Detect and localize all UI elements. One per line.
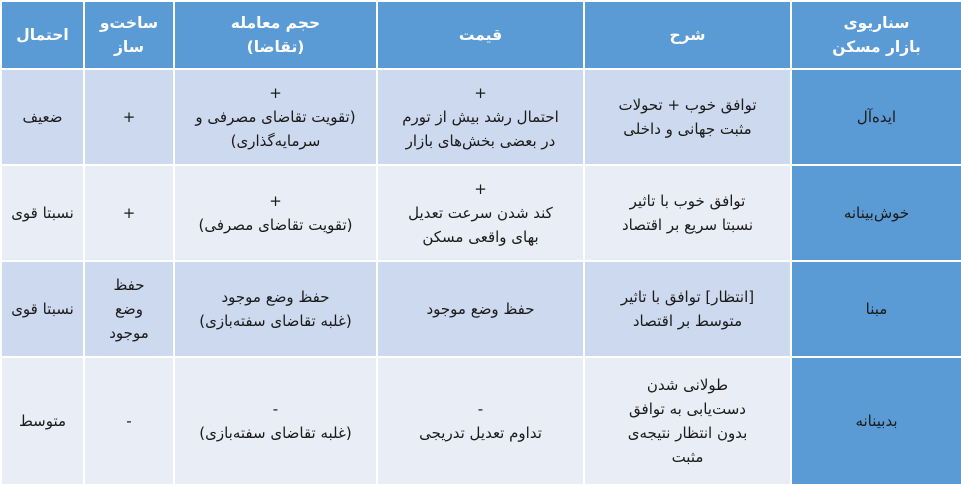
description-cell: [انتظار] توافق با تاثیر متوسط بر اقتصاد — [584, 261, 791, 357]
header-price: قیمت — [377, 1, 584, 69]
header-row — [1, 1, 961, 69]
construction-cell: + — [84, 69, 174, 165]
description-cell: توافق خوب + تحولات مثبت جهانی و داخلی — [584, 69, 791, 165]
price-cell: حفظ وضع موجود — [377, 261, 584, 357]
volume-cell: + (تقویت تقاضای مصرفی و سرمایه‌گذاری) — [174, 69, 377, 165]
header-probability: احتمال — [1, 1, 84, 69]
table-row — [1, 357, 961, 485]
table-row — [1, 69, 961, 165]
header-construction: ساخت‌و ساز — [84, 1, 174, 69]
description-cell: طولانی شدن دست‌یابی به توافق بدون انتظار نتیجه‌ی مثبت — [584, 357, 791, 485]
probability-cell: نسبتا قوی — [1, 261, 84, 357]
description-cell: توافق خوب با تاثیر نسبتا سریع بر اقتصاد — [584, 165, 791, 261]
volume-cell: + (تقویت تقاضای مصرفی) — [174, 165, 377, 261]
scenario-name-optimistic: خوش‌بینانه — [791, 165, 961, 261]
construction-cell: حفظ وضع موجود — [84, 261, 174, 357]
probability-cell: نسبتا قوی — [1, 165, 84, 261]
probability-cell: متوسط — [1, 357, 84, 485]
volume-cell: - (غلبه تقاضای سفته‌بازی) — [174, 357, 377, 485]
price-cell: + احتمال رشد بیش از تورم در بعضی بخش‌های بازار — [377, 69, 584, 165]
probability-cell: ضعیف — [1, 69, 84, 165]
header-description: شرح — [584, 1, 791, 69]
scenario-name-pessimistic: بدبینانه — [791, 357, 961, 485]
scenario-name-ideal: ایده‌آل — [791, 69, 961, 165]
volume-cell: حفظ وضع موجود (غلبه تقاضای سفته‌بازی) — [174, 261, 377, 357]
header-scenario: سناریوی بازار مسکن — [791, 1, 961, 69]
header-volume: حجم معامله (تقاضا) — [174, 1, 377, 69]
price-cell: - تداوم تعدیل تدریجی — [377, 357, 584, 485]
scenario-name-baseline: مبنا — [791, 261, 961, 357]
construction-cell: - — [84, 357, 174, 485]
table-row — [1, 165, 961, 261]
construction-cell: + — [84, 165, 174, 261]
table-row — [1, 261, 961, 357]
price-cell: + کند شدن سرعت تعدیل بهای واقعی مسکن — [377, 165, 584, 261]
